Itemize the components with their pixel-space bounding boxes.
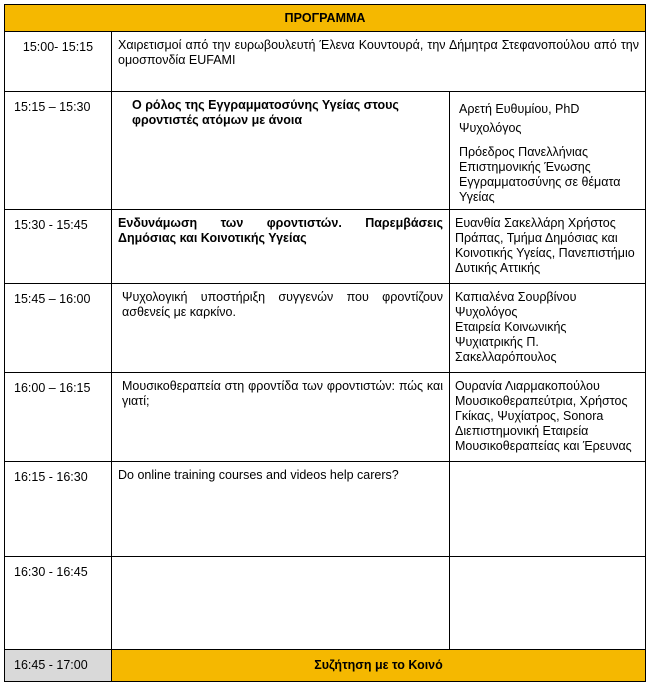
row-talk: Ενδυνάμωση των φροντιστών. Παρεμβάσεις Δημόσιας και Κοινοτικής Υγείας xyxy=(112,210,450,284)
speaker-line: Καπιαλένα Σουρβίνου xyxy=(455,290,577,304)
speaker-affiliation: Πρόεδρος Πανελλήνιας Επιστημονικής Ένωσης Εγγραμματοσύνης σε θέματα Υγείας xyxy=(459,145,621,204)
row-speaker: Ευανθία Σακελλάρη Χρήστος Πράπας, Τμήμα Δημόσιας και Κοινοτικής Υγείας, Πανεπιστήμιο Δυτικής Αττικής xyxy=(450,210,646,284)
table-row-discussion xyxy=(5,650,646,682)
row-talk: Do online training courses and videos help carers? xyxy=(112,462,450,557)
table-row xyxy=(5,462,646,557)
row-talk xyxy=(112,92,450,210)
talk-title: Ο ρόλος της Εγγραμματοσύνης Υγείας στους φροντιστές ατόμων με άνοια xyxy=(132,98,399,127)
footer-title: Συζήτηση με το Κοινό xyxy=(112,650,646,682)
table-row xyxy=(5,32,646,92)
speaker-line: Εταιρεία Κοινωνικής xyxy=(455,320,567,334)
speaker-name: Αρετή Ευθυμίου, PhD xyxy=(459,102,580,116)
table-row xyxy=(5,210,646,284)
row-talk: Ψυχολογική υποστήριξη συγγενών που φροντίζουν ασθενείς με καρκίνο. xyxy=(112,284,450,373)
row-talk: Μουσικοθεραπεία στη φροντίδα των φροντιστών: πώς και γιατί; xyxy=(112,373,450,462)
speaker-line: Ψυχολόγος xyxy=(455,305,518,319)
row-speaker: Ουρανία Λιαρμακοπούλου Μουσικοθεραπεύτρια, Χρήστος Γκίκας, Ψυχίατρος, Sonora Διεπιστημονική Εταιρεία Μουσικοθεραπείας και Έρευνας xyxy=(450,373,646,462)
speaker-role: Ψυχολόγος xyxy=(459,121,522,135)
row-time: 16:00 – 16:15 xyxy=(5,373,112,462)
table-row xyxy=(5,373,646,462)
table-row xyxy=(5,92,646,210)
footer-time: 16:45 - 17:00 xyxy=(5,650,112,682)
table-row xyxy=(5,557,646,650)
row-speaker xyxy=(450,557,646,650)
table-row xyxy=(5,284,646,373)
row-speaker xyxy=(450,284,646,373)
row-talk: Χαιρετισμοί από την ευρωβουλευτή Έλενα Κουντουρά, την Δήμητρα Στεφανοπούλου από την ομοσπονδία EUFAMI xyxy=(112,32,646,92)
row-time: 16:15 - 16:30 xyxy=(5,462,112,557)
row-time: 15:45 – 16:00 xyxy=(5,284,112,373)
row-time: 15:15 – 15:30 xyxy=(5,92,112,210)
speaker-line: Σακελλαρόπουλος xyxy=(455,350,557,364)
row-time: 16:30 - 16:45 xyxy=(5,557,112,650)
row-speaker xyxy=(450,462,646,557)
row-time: 15:30 - 15:45 xyxy=(5,210,112,284)
row-talk xyxy=(112,557,450,650)
row-speaker xyxy=(450,92,646,210)
speaker-line: Ψυχιατρικής Π. xyxy=(455,335,539,349)
row-time: 15:00- 15:15 xyxy=(5,32,112,92)
program-header: ΠΡΟΓΡΑΜΜΑ xyxy=(5,5,646,32)
program-table xyxy=(4,4,646,682)
